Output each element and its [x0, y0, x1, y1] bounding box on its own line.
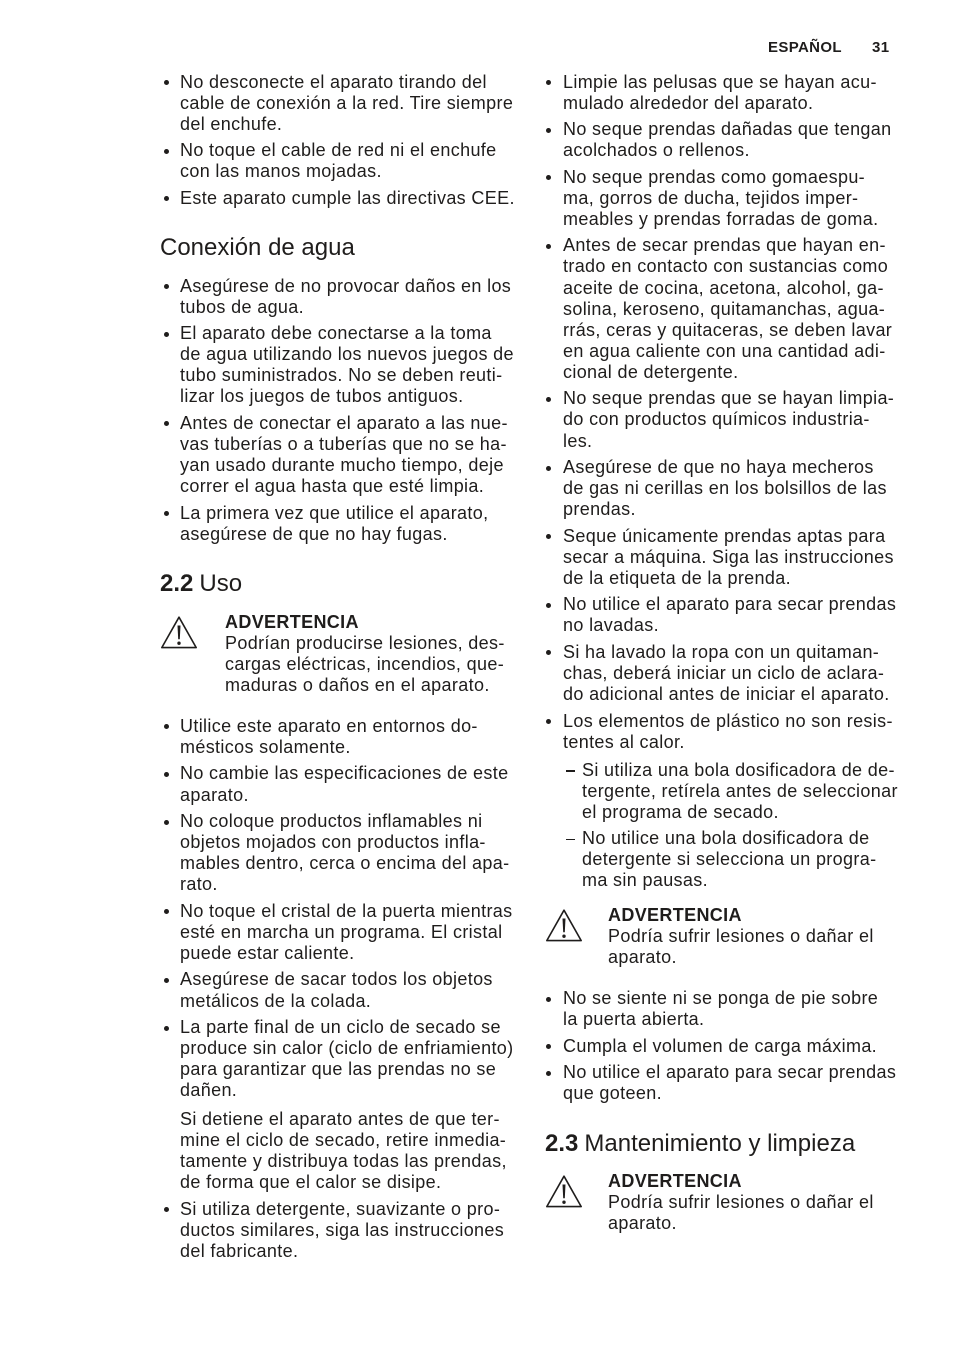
list-item: [160, 503, 530, 545]
list-item: [160, 413, 530, 497]
bullet-icon: [164, 724, 169, 729]
section-heading-maintenance: [545, 1129, 925, 1159]
list-item-text: La primera vez que utilice el aparato, asegúrese de que no hay fugas.: [180, 502, 489, 544]
list-item: [545, 72, 925, 114]
bullet-icon: [546, 80, 551, 85]
bullet-icon: [546, 466, 551, 471]
warning-label: ADVERTENCIA: [608, 1171, 742, 1192]
page-number: 31: [872, 39, 890, 56]
section-title: Uso: [199, 570, 243, 598]
list-item: [160, 276, 530, 318]
bullet-icon: [164, 196, 169, 201]
section-heading-use: [160, 569, 530, 599]
list-item-text: Si ha lavado la ropa con un quitaman- chas, deberá iniciar un ciclo de aclara- do adicional antes de iniciar el aparato.: [563, 641, 890, 705]
bullet-icon: [164, 820, 169, 825]
list-item: [160, 1199, 530, 1262]
list-item-text: No cambie las especificaciones de este aparato.: [180, 763, 509, 805]
bullet-icon: [164, 1026, 169, 1031]
list-item-text: No seque prendas que se hayan limpia- do con productos químicos industria- les.: [563, 388, 895, 451]
list-item: [545, 594, 925, 636]
bullet-icon: [164, 511, 169, 516]
list-item-text: Los elementos de plástico no son resis- tentes al calor.: [563, 710, 893, 752]
left-column: [160, 72, 530, 1263]
warning-triangle-icon: [545, 1174, 583, 1209]
sub-list-item: [545, 760, 925, 823]
list-item-text: Si utiliza detergente, suavizante o pro- ductos similares, siga las instrucciones del fabricante.: [180, 1198, 505, 1262]
bullet-icon: [546, 997, 551, 1002]
list-item-text: Limpie las pelusas que se hayan acu- mulado alrededor del aparato.: [563, 71, 877, 113]
list-item: [160, 323, 530, 407]
sub-list-item: [545, 828, 925, 891]
bullet-icon: [164, 909, 169, 914]
list-item-text: No seque prendas como gomaespu- ma, gorros de ducha, tejidos imper- meables y prendas forradas de goma.: [563, 166, 879, 229]
list-item: [160, 901, 530, 964]
bullet-icon: [164, 978, 169, 983]
list-item: [545, 1036, 925, 1057]
list-item: [545, 988, 925, 1030]
right-column: [545, 72, 925, 1235]
section-number: 2.3: [545, 1129, 579, 1157]
list-item: [545, 642, 925, 705]
list-item-text: No coloque productos inflamables ni objetos mojados con productos infla- mables dentro, cerca o encima del apa- rato.: [180, 811, 510, 895]
bullet-icon: [546, 397, 551, 402]
list-item-text: Antes de secar prendas que hayan en- trado en contacto con sustancias como aceite de cocina, acetona, alcohol, ga- solina, keroseno, quitamanchas, agua- rrás, ceras y quitaceras, se deben lavar en agua caliente con una cantidad adi- cional de detergente.: [563, 235, 893, 382]
bullet-icon: [164, 1207, 169, 1212]
bullet-icon: [164, 80, 169, 85]
list-item: [545, 388, 925, 451]
warning-text: Podrían producirse lesiones, des- cargas eléctricas, incendios, que- maduras o daños en el aparato.: [225, 632, 505, 695]
bullet-icon: [546, 603, 551, 608]
warning-notice: [545, 1171, 925, 1234]
list-item: [545, 1062, 925, 1104]
list-item: [545, 235, 925, 383]
list-item-text: Asegúrese de que no haya mecheros de gas ni cerillas en los bolsillos de las prendas.: [563, 457, 887, 520]
bullet-icon: [546, 1071, 551, 1076]
list-item-text: Cumpla el volumen de carga máxima.: [563, 1035, 878, 1056]
list-item-text: No utilice el aparato para secar prendas que goteen.: [563, 1062, 897, 1104]
list-item-text: No toque el cristal de la puerta mientras esté en marcha un programa. El cristal puede estar caliente.: [180, 900, 513, 963]
bullet-icon: [164, 332, 169, 337]
section-number: 2.2: [160, 570, 194, 598]
list-item: [545, 457, 925, 520]
warning-label: ADVERTENCIA: [225, 611, 359, 632]
list-item-text: No utilice el aparato para secar prendas no lavadas.: [563, 594, 897, 636]
sub-list-item-text: Si utiliza una bola dosificadora de de- tergente, retírela antes de seleccionar el programa de secado.: [582, 759, 898, 822]
section-title: Mantenimiento y limpieza: [584, 1129, 856, 1157]
list-item: [160, 763, 530, 805]
list-item: [160, 140, 530, 182]
warning-triangle-icon: [160, 615, 198, 650]
dash-marker: [566, 770, 575, 771]
list-item: [545, 526, 925, 589]
list-item-text: No se siente ni se ponga de pie sobre la puerta abierta.: [563, 988, 879, 1030]
bullet-icon: [546, 719, 551, 724]
bullet-icon: [164, 421, 169, 426]
list-item-text: No toque el cable de red ni el enchufe con las manos mojadas.: [180, 140, 497, 182]
dash-marker: [566, 839, 575, 840]
list-item-text: Asegúrese de sacar todos los objetos metálicos de la colada.: [180, 969, 493, 1011]
warning-notice: [160, 612, 530, 696]
bullet-icon: [546, 128, 551, 133]
bullet-icon: [164, 149, 169, 154]
bullet-icon: [546, 175, 551, 180]
warning-text: Podría sufrir lesiones o dañar el aparato.: [608, 926, 874, 968]
bullet-icon: [164, 284, 169, 289]
warning-text: Podría sufrir lesiones o dañar el aparato.: [608, 1192, 874, 1234]
list-item: [160, 811, 530, 895]
list-item-text: Este aparato cumple las directivas CEE.: [180, 187, 515, 208]
list-item-text: Utilice este aparato en entornos do- mésticos solamente.: [180, 715, 478, 757]
list-item: [160, 188, 530, 209]
warning-label: ADVERTENCIA: [608, 905, 742, 926]
list-item: [160, 969, 530, 1011]
list-item-text: Asegúrese de no provocar daños en los tubos de agua.: [180, 275, 512, 317]
list-item: [160, 72, 530, 135]
bullet-icon: [164, 772, 169, 777]
warning-notice: [545, 905, 925, 968]
list-item-text: Antes de conectar el aparato a las nue- vas tuberías o a tuberías que no se ha- yan usado durante mucho tiempo, deje correr el agua hasta que esté limpia.: [180, 412, 508, 497]
bullet-icon: [546, 1044, 551, 1049]
subsection-heading-water-connection: Conexión de agua: [160, 234, 355, 262]
bullet-icon: [546, 534, 551, 539]
list-item: [160, 1017, 530, 1101]
sub-list-item-text: No utilice una bola dosificadora de detergente si selecciona un progra- ma sin pausas.: [582, 828, 877, 891]
list-item-note: Si detiene el aparato antes de que ter- mine el ciclo de secado, retire inmedia- tamente y distribuya todas las prendas, de forma que el calor se disipe.: [180, 1109, 507, 1193]
list-item-text: El aparato debe conectarse a la toma de agua utilizando los nuevos juegos de tubo suministrados. No se deben reuti- lizar los juegos de tubos antiguos.: [180, 323, 514, 407]
list-item: [160, 716, 530, 758]
page-header-language: ESPAÑOL: [768, 39, 842, 56]
list-item: [545, 119, 925, 161]
bullet-icon: [546, 244, 551, 249]
list-item-text: Seque únicamente prendas aptas para secar a máquina. Siga las instrucciones de la etiqueta de la prenda.: [563, 525, 894, 588]
warning-triangle-icon: [545, 908, 583, 943]
list-item-text: No seque prendas dañadas que tengan acolchados o rellenos.: [563, 119, 892, 161]
list-item: [545, 711, 925, 753]
list-item-text: No desconecte el aparato tirando del cable de conexión a la red. Tire siempre del enchufe.: [180, 71, 514, 134]
list-item: [545, 167, 925, 230]
list-item-text: La parte final de un ciclo de secado se produce sin calor (ciclo de enfriamiento) para garantizar que las prendas no se dañen.: [180, 1017, 514, 1101]
bullet-icon: [546, 650, 551, 655]
